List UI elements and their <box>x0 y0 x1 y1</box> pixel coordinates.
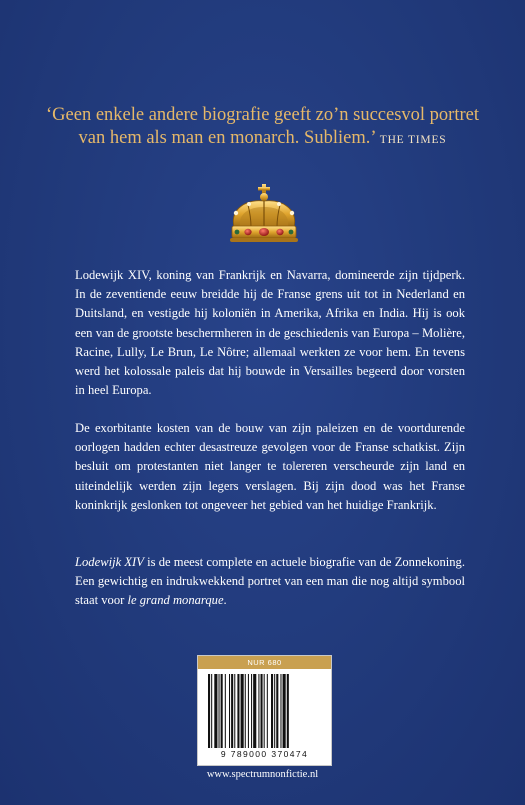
book-title: Lodewijk XIV <box>75 555 144 569</box>
body-paragraph-3 <box>75 553 465 611</box>
quote-text: ‘Geen enkele andere biografie geeft zo’n succesvol portret van hem als man en monarch. Subliem.’ <box>46 105 479 148</box>
quote-source: THE TIMES <box>379 134 447 146</box>
grand-monarque-phrase: le grand monarque <box>127 593 224 608</box>
body-paragraph-2: De exorbitante kosten van de bouw van zijn paleizen en de voortdurende oorlogen hadden echter desastreuze gevolgen voor de Franse schatkist. Zijn besluit om protestanten niet langer te tolereren verscheurde zijn land en uiteindelijk werden zijn legers verslagen. Bij zijn dood was het Franse koninkrijk geslonken tot ongeveer het gebied van het huidige Frankrijk. <box>75 421 465 512</box>
crown-icon <box>224 183 304 245</box>
isbn-number: 9 789000 370474 <box>220 749 309 759</box>
publisher-website: www.spectrumnonfictie.nl <box>206 769 319 780</box>
body-paragraph-3-text: is de meest complete en actuele biografie van de Zonnekoning. Een gewichtig en indrukwekkend portret van een man die nog altijd symbool staat voor <box>75 555 465 608</box>
review-quote <box>40 104 485 152</box>
barcode-icon <box>208 674 321 748</box>
nur-code: NUR 680 <box>198 656 331 669</box>
body-paragraph-3-end: . <box>223 593 227 608</box>
barcode-panel <box>197 655 332 766</box>
body-paragraph-1: Lodewijk XIV, koning van Frankrijk en Navarra, domineerde zijn tijdperk. In de zeventiende eeuw breidde hij de Franse grens uit tot in Nederland en Duitsland, en vestigde hij koloniën in Amerika, Afrika en India. Hij is ook een van de grootste beschermheren in de geschiedenis van Europa – Molière, Racine, Lully, Le Brun, Le Nôtre; allemaal werkten ze voor hem. En tevens werd het kolossale paleis dat hij bouwde in Versailles begeerd door vorsten in heel Europa. <box>75 268 465 398</box>
